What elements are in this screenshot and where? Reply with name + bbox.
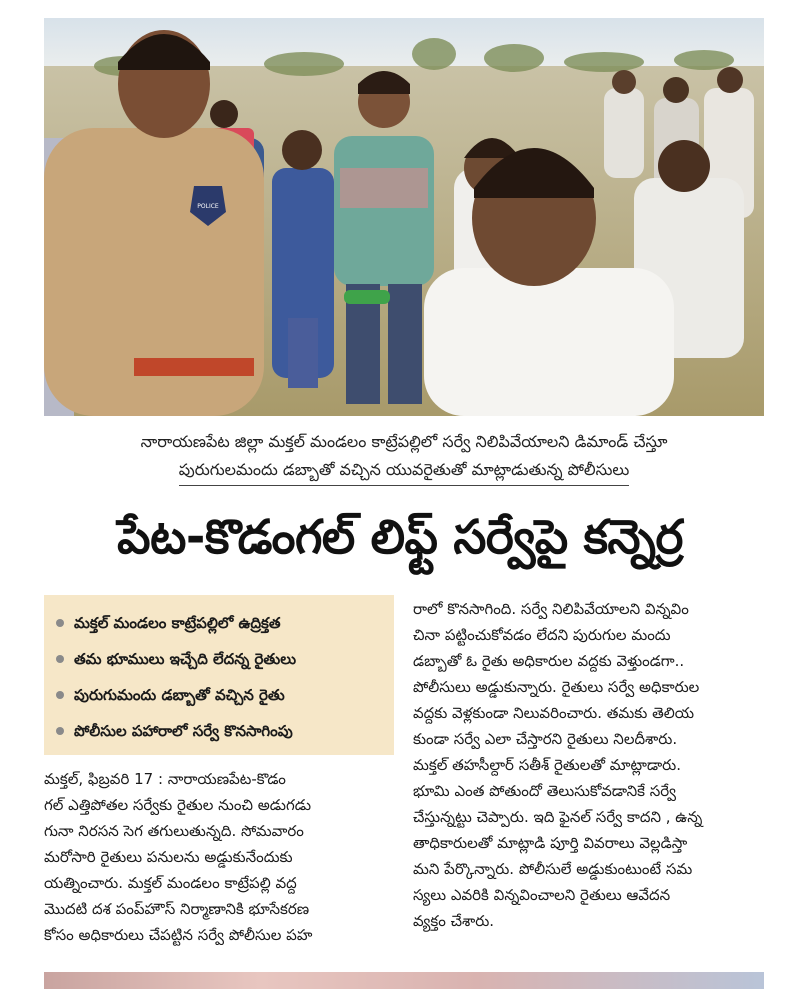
body-line: స్యలు ఎవరికి విన్నవించాలని రైతులు ఆవేదన [413,886,671,904]
caption-line-1: నారాయణపేట జిల్లా మక్తల్ మండలం కాట్రేపల్లిలో సర్వే నిలిపివేయాలని డిమాండ్ చేస్తూ [140,432,668,451]
body-line: మని పేర్కొన్నారు. పోలీసులే అడ్డుకుంటుంటే సమ [413,860,693,878]
highlights-box [44,595,394,755]
highlight-item: తమ భూములు ఇచ్చేది లేదన్న రైతులు [56,641,386,677]
body-line: కుండా సర్వే ఎలా చేస్తారని రైతులు నిలదీశారు. [413,730,678,748]
body-line: మక్తల్ తహసీల్దార్ సతీశ్ రైతులతో మాట్లాడారు. [413,756,682,774]
next-photo-strip [44,972,764,989]
highlight-item: మక్తల్ మండలం కాట్రేపల్లిలో ఉద్రిక్తత [56,605,386,641]
bullet-dot-icon [56,619,64,627]
news-photo [44,18,764,416]
bullet-dot-icon [56,655,64,663]
body-line: పోలీసులు అడ్డుకున్నారు. రైతులు సర్వే అధికారుల [413,678,700,696]
highlight-item: పోలీసుల పహారాలో సర్వే కొనసాగింపు [56,713,386,749]
article-body-right [413,596,765,934]
photo-illustration [44,18,764,416]
article-body-left [44,766,394,948]
body-line: మరోసారి రైతులు పనులను అడ్డుకునేందుకు [44,848,293,866]
photo-caption [44,428,764,486]
body-line: రాలో కొనసాగింది. సర్వే నిలిపివేయాలని విన్నవిం [413,600,689,618]
bullet-dot-icon [56,691,64,699]
highlight-item: పురుగుమందు డబ్బాతో వచ్చిన రైతు [56,677,386,713]
headline: పేట-కొడంగల్ లిఫ్ట్ సర్వేపై కన్నెర్ర [117,510,683,565]
body-line: యత్నించారు. మక్తల్ మండలం కాట్రేపల్లి వద్ద [44,874,297,892]
badge-text: POLICE [197,203,219,210]
body-line: మక్తల్, ఫిబ్రవరి 17 : నారాయణపేట-కొడం [44,770,286,788]
body-line: చినా పట్టించుకోవడం లేదని పురుగుల మందు [413,626,671,644]
bullet-dot-icon [56,727,64,735]
body-line: డబ్బాతో ఓ రైతు అధికారుల వద్దకు వెళ్తుండగా.. [413,652,685,670]
body-line: గల్ ఎత్తిపోతల సర్వేకు రైతుల నుంచి అడుగడు [44,796,312,814]
body-line: తాధికారులతో మాట్లాడి పూర్తి వివరాలు వెల్లడిస్తా [413,834,688,852]
caption-line-2: పురుగులమందు డబ్బాతో వచ్చిన యువరైతుతో మాట్లాడుతున్న పోలీసులు [179,456,630,486]
body-line: భూమి ఎంత పోతుందో తెలుసుకోవడానికే సర్వే [413,782,677,800]
body-line: మొదటి దశ పంప్‌హౌస్ నిర్మాణానికి భూసేకరణ [44,900,310,918]
body-line: వద్దకు వెళ్లకుండా నిలువరించారు. తమకు తెలియ [413,704,695,722]
body-line: గునా నిరసన సెగ తగులుతున్నది. సోమవారం [44,822,304,840]
body-line: కోసం అధికారులు చేపట్టిన సర్వే పోలీసుల పహ [44,926,313,944]
body-line: వ్యక్తం చేశారు. [413,912,495,930]
body-line: చేస్తున్నట్టు చెప్పారు. ఇది ఫైనల్ సర్వే కాదని , ఉన్న [413,808,703,826]
